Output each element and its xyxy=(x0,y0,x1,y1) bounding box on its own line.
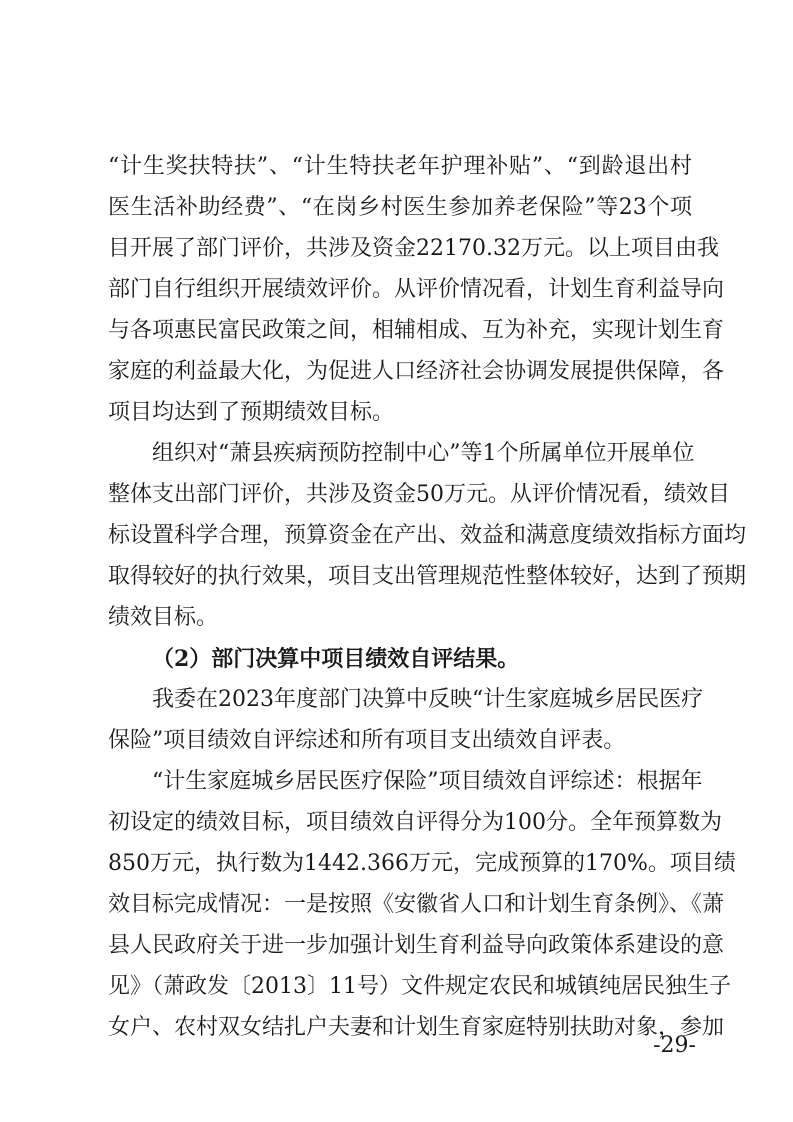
page-number: -29- xyxy=(653,1033,696,1058)
text-line: 绩效目标。 xyxy=(108,605,219,630)
paragraph-first-line: 组织对“萧县疾病预防控制中心”等1个所属单位开展单位 xyxy=(152,441,695,466)
text-line: 女户、农村双女结扎户夫妻和计划生育家庭特别扶助对象，参加 xyxy=(108,1015,725,1040)
paragraph-first-line: “计生家庭城乡居民医疗保险”项目绩效自评综述：根据年 xyxy=(152,769,703,794)
text-line: 县人民政府关于进一步加强计划生育利益导向政策体系建设的意 xyxy=(108,933,725,958)
paragraph-first-line: 我委在2023年度部门决算中反映“计生家庭城乡居民医疗 xyxy=(152,687,704,712)
text-line: 家庭的利益最大化，为促进人口经济社会协调发展提供保障，各 xyxy=(108,359,725,384)
text-line: 850万元，执行数为1442.366万元，完成预算的170%。项目绩 xyxy=(108,851,736,876)
text-line: 部门自行组织开展绩效评价。从评价情况看，计划生育利益导向 xyxy=(108,277,725,302)
text-line: 标设置科学合理，预算资金在产出、效益和满意度绩效指标方面均 xyxy=(108,523,747,548)
text-line: 目开展了部门评价，共涉及资金22170.32万元。以上项目由我 xyxy=(108,236,719,261)
section-heading: （2）部门决算中项目绩效自评结果。 xyxy=(152,646,520,672)
text-line: 保险”项目绩效自评综述和所有项目支出绩效自评表。 xyxy=(108,728,626,753)
text-line: 效目标完成情况：一是按照《安徽省人口和计划生育条例》、《萧 xyxy=(108,892,725,917)
text-line: 医生活补助经费”、“在岗乡村医生参加养老保险”等23个项 xyxy=(108,195,692,220)
text-line: “计生奖扶特扶”、“计生特扶老年护理补贴”、“到龄退出村 xyxy=(108,154,692,179)
text-line: 项目均达到了预期绩效目标。 xyxy=(108,400,395,425)
text-line: 初设定的绩效目标，项目绩效自评得分为100分。全年预算数为 xyxy=(108,810,722,835)
text-line: 与各项惠民富民政策之间，相辅相成、互为补充，实现计划生育 xyxy=(108,318,725,343)
text-line: 取得较好的执行效果，项目支出管理规范性整体较好，达到了预期 xyxy=(108,564,747,589)
text-line: 见》（萧政发〔2013〕11号）文件规定农民和城镇纯居民独生子 xyxy=(108,974,731,999)
text-line: 整体支出部门评价，共涉及资金50万元。从评价情况看，绩效目 xyxy=(108,482,730,507)
